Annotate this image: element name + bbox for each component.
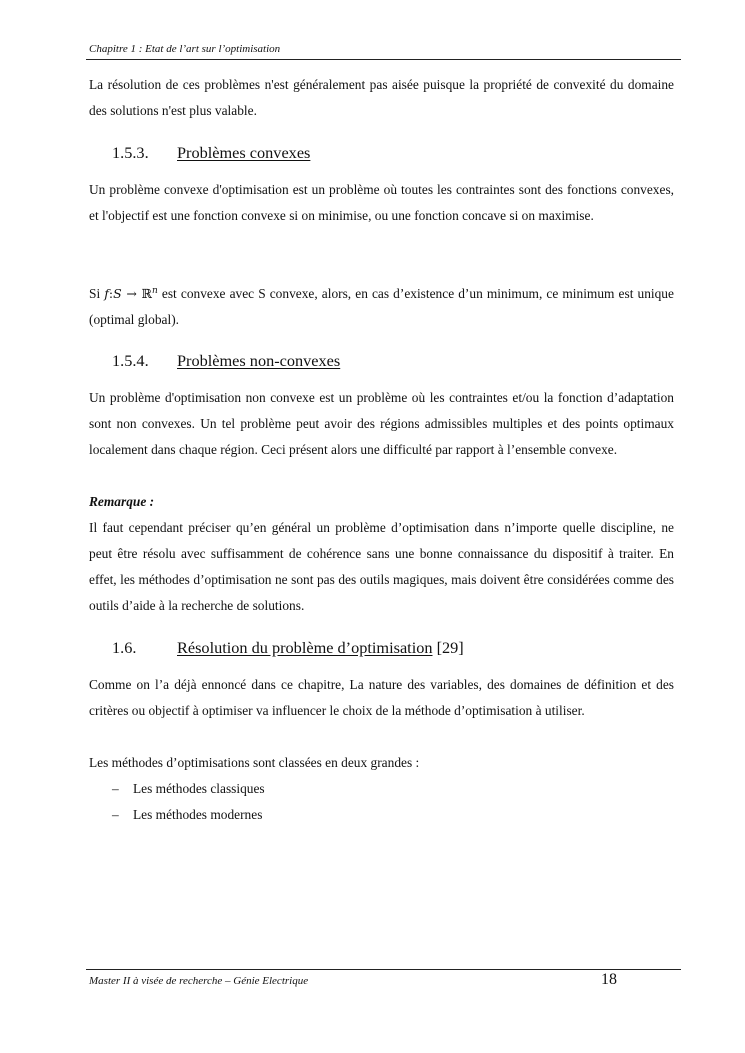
footer-divider (86, 969, 681, 970)
convex-theorem-paragraph (89, 281, 674, 333)
page-number: 18 (601, 971, 617, 988)
theorem-rest: est convexe avec S convexe, alors, en cas d’existence d’un minimum, ce minimum est unique (optimal global). (89, 286, 674, 327)
remark-label: Remarque : (89, 494, 155, 509)
math-f: f (104, 286, 109, 301)
section-title: Problèmes convexes (177, 143, 311, 162)
section-number: 1.5.3. (112, 143, 149, 162)
si-word: Si (89, 286, 101, 301)
math-colon: : (108, 286, 114, 301)
classification-paragraph: Les méthodes d’optimisations sont classées en deux grandes : (89, 755, 420, 770)
bullet-dash: – (112, 807, 119, 822)
section-title: Problèmes non-convexes (177, 351, 341, 370)
convex-definition-paragraph: Un problème convexe d'optimisation est un problème où toutes les contraintes sont des fonctions convexes, et l'objectif est une fonction convexe si on minimise, ou une fonction concave si on maximise. (89, 182, 674, 223)
math-n: n (152, 286, 158, 296)
running-footer: Master II à visée de recherche – Génie Electrique (89, 975, 309, 987)
remark-paragraph: Il faut cependant préciser qu’en général un problème d’optimisation dans n’importe quelle discipline, ne peut être résolu avec suffisamment de cohérence sans une bonne connaissance du dispositif à traiter. En effet, les méthodes d’optimisation ne sont pas des outils magiques, mais doivent être considérées comme des outils d’aide à la recherche de solutions. (89, 520, 674, 613)
section-heading-1-5-4 (112, 351, 340, 371)
list-item (112, 776, 265, 802)
nonconvex-paragraph: Un problème d'optimisation non convexe est un problème où les contraintes et/ou la fonction d’adaptation sont non convexes. Un tel problème peut avoir des régions admissibles multiples et des points optimaux localement dans chaque région. Ceci présent alors une difficulté par rapport à l’ensemble convexe. (89, 390, 674, 457)
header-divider (86, 59, 681, 60)
citation-ref: [29] (436, 638, 464, 657)
section-heading-1-5-3 (112, 143, 310, 163)
section-number: 1.5.4. (112, 351, 149, 370)
math-R: ℝ (141, 286, 153, 301)
running-header: Chapitre 1 : Etat de l’art sur l’optimisation (89, 43, 281, 55)
intro-paragraph: La résolution de ces problèmes n'est généralement pas aisée puisque la propriété de convexité du domaine des solutions n'est plus valable. (89, 77, 674, 118)
list-item (112, 802, 262, 828)
section-heading-1-6 (112, 638, 464, 658)
math-arrow: → (126, 286, 137, 301)
list-item-text: Les méthodes classiques (133, 781, 265, 796)
list-item-text: Les méthodes modernes (133, 807, 263, 822)
math-expression (104, 286, 158, 301)
section-title: Résolution du problème d’optimisation (177, 638, 433, 657)
math-S: S (113, 286, 122, 301)
bullet-dash: – (112, 781, 119, 796)
resolution-paragraph: Comme on l’a déjà ennoncé dans ce chapitre, La nature des variables, des domaines de définition et des critères ou objectif à optimiser va influencer le choix de la méthode d’optimisation à utiliser. (89, 677, 674, 718)
section-number: 1.6. (112, 638, 137, 657)
